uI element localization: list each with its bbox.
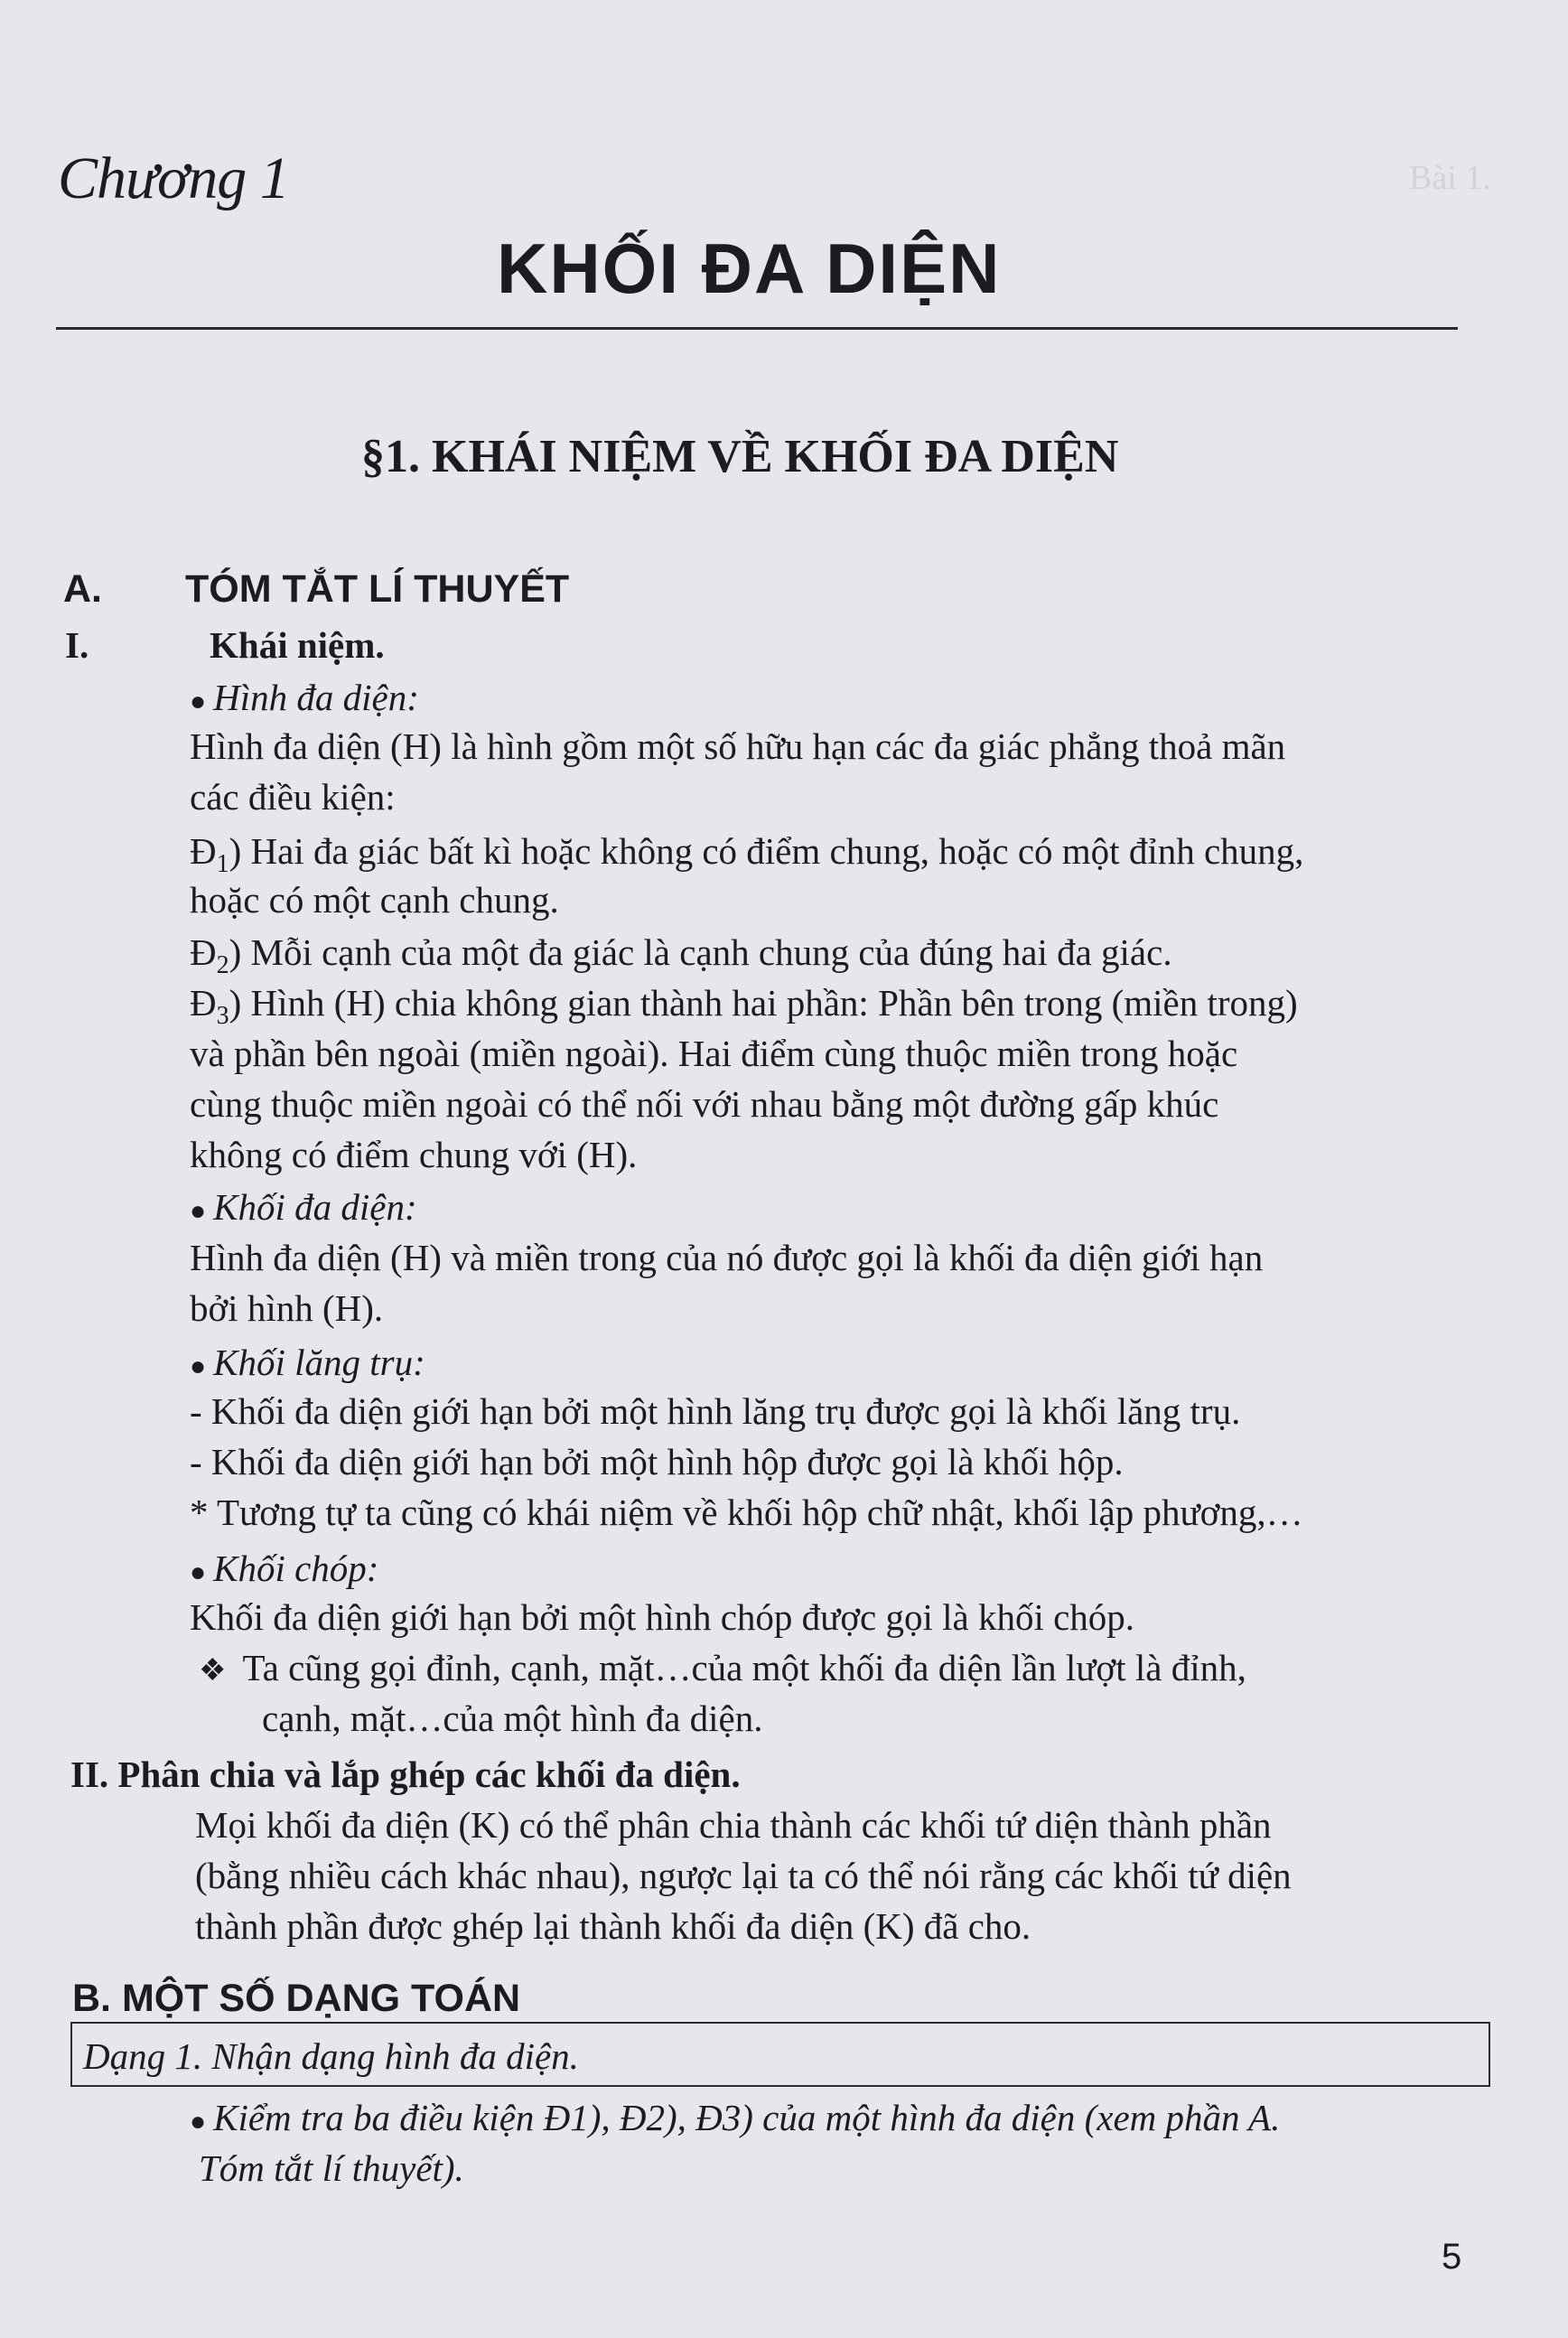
part-a-title: TÓM TẮT LÍ THUYẾT bbox=[185, 567, 570, 611]
condition-d1-line1 bbox=[190, 829, 1303, 879]
khoi-lang-tru-line3: * Tương tự ta cũng có khái niệm về khối hộp chữ nhật, khối lập phương,… bbox=[190, 1492, 1303, 1533]
part-ii-line2: (bằng nhiều cách khác nhau), ngược lại ta có thể nói rằng các khối tứ diện bbox=[195, 1855, 1292, 1896]
part-i-title: Khái niệm. bbox=[210, 624, 385, 666]
part-b-title: B. MỘT SỐ DẠNG TOÁN bbox=[72, 1977, 521, 2020]
khoi-da-dien-heading bbox=[190, 1185, 417, 1229]
dang1-line1 bbox=[190, 2096, 1280, 2139]
khoi-da-dien-line2: bởi hình (H). bbox=[190, 1287, 384, 1329]
part-a-letter: A. bbox=[63, 567, 102, 611]
part-ii-line3: thành phần được ghép lại thành khối đa diện (K) đã cho. bbox=[195, 1905, 1031, 1947]
khoi-chop-note1 bbox=[199, 1646, 1246, 1689]
chapter-label: Chương 1 bbox=[58, 145, 289, 211]
hinh-da-dien-heading-text: Hình đa diện: bbox=[213, 677, 419, 718]
dang1-line1-text: Kiểm tra ba điều kiện Đ1), Đ2), Đ3) của một hình đa diện (xem phần A. bbox=[213, 2097, 1281, 2138]
part-i-num: I. bbox=[65, 624, 89, 666]
bullet-icon: ● bbox=[190, 1195, 207, 1226]
hinh-da-dien-heading bbox=[190, 676, 419, 719]
section-title: §1. KHÁI NIỆM VỀ KHỐI ĐA DIỆN bbox=[361, 431, 1119, 482]
d3-sub: 3 bbox=[216, 1002, 229, 1031]
d2-text: ) Mỗi cạnh của một đa giác là cạnh chung của đúng hai đa giác. bbox=[229, 931, 1172, 973]
khoi-chop-note1-text: Ta cũng gọi đỉnh, cạnh, mặt…của một khối đa diện lần lượt là đỉnh, bbox=[242, 1647, 1246, 1688]
page-number: 5 bbox=[1442, 2237, 1462, 2277]
d3-text: ) Hình (H) chia không gian thành hai phần: Phần bên trong (miền trong) bbox=[229, 982, 1298, 1024]
d2-label: Đ bbox=[190, 931, 217, 973]
khoi-chop-line1: Khối đa diện giới hạn bởi một hình chóp được gọi là khối chóp. bbox=[190, 1596, 1135, 1638]
condition-d3-line2: và phần bên ngoài (miền ngoài). Hai điểm cùng thuộc miền trong hoặc bbox=[190, 1033, 1238, 1074]
khoi-da-dien-heading-text: Khối đa diện: bbox=[213, 1186, 417, 1228]
khoi-chop-heading bbox=[190, 1547, 378, 1590]
khoi-da-dien-line1: Hình đa diện (H) và miền trong của nó được gọi là khối đa diện giới hạn bbox=[190, 1237, 1264, 1278]
dang1-title: Dạng 1. Nhận dạng hình đa diện. bbox=[83, 2035, 579, 2077]
bullet-icon: ● bbox=[190, 2106, 207, 2137]
condition-d3-line4: không có điểm chung với (H). bbox=[190, 1134, 638, 1175]
d1-text: ) Hai đa giác bất kì hoặc không có điểm chung, hoặc có một đỉnh chung, bbox=[229, 830, 1304, 872]
diamond-bullet-icon: ❖ bbox=[199, 1654, 227, 1688]
condition-d3-line3: cùng thuộc miền ngoài có thể nối với nhau bằng một đường gấp khúc bbox=[190, 1083, 1219, 1125]
chapter-title: KHỐI ĐA DIỆN bbox=[497, 229, 1002, 308]
bullet-icon: ● bbox=[190, 686, 207, 716]
khoi-lang-tru-line2: - Khối đa diện giới hạn bởi một hình hộp được gọi là khối hộp. bbox=[190, 1441, 1124, 1482]
bleed-through-text: Bài 1. bbox=[1409, 159, 1491, 197]
part-ii-title: II. Phân chia và lắp ghép các khối đa diện. bbox=[70, 1754, 741, 1795]
hinh-da-dien-intro1: Hình đa diện (H) là hình gồm một số hữu hạn các đa giác phẳng thoả mãn bbox=[190, 725, 1286, 767]
condition-d1-line2: hoặc có một cạnh chung. bbox=[190, 879, 559, 921]
d2-sub: 2 bbox=[216, 951, 229, 980]
title-rule bbox=[56, 327, 1458, 330]
khoi-chop-heading-text: Khối chóp: bbox=[213, 1548, 379, 1589]
dang1-line2: Tóm tắt lí thuyết). bbox=[199, 2147, 464, 2189]
bullet-icon: ● bbox=[190, 1351, 207, 1381]
d3-label: Đ bbox=[190, 982, 217, 1024]
bullet-icon: ● bbox=[190, 1557, 207, 1587]
d1-sub: 1 bbox=[216, 850, 229, 879]
khoi-lang-tru-line1: - Khối đa diện giới hạn bởi một hình lăng trụ được gọi là khối lăng trụ. bbox=[190, 1390, 1241, 1432]
khoi-lang-tru-heading bbox=[190, 1341, 425, 1384]
hinh-da-dien-intro2: các điều kiện: bbox=[190, 776, 396, 818]
part-ii-line1: Mọi khối đa diện (K) có thể phân chia thành các khối tứ diện thành phần bbox=[195, 1804, 1272, 1846]
khoi-chop-note2: cạnh, mặt…của một hình đa diện. bbox=[262, 1697, 763, 1739]
condition-d2 bbox=[190, 931, 1172, 980]
d1-label: Đ bbox=[190, 830, 217, 872]
condition-d3-line1 bbox=[190, 981, 1298, 1031]
khoi-lang-tru-heading-text: Khối lăng trụ: bbox=[213, 1342, 425, 1383]
